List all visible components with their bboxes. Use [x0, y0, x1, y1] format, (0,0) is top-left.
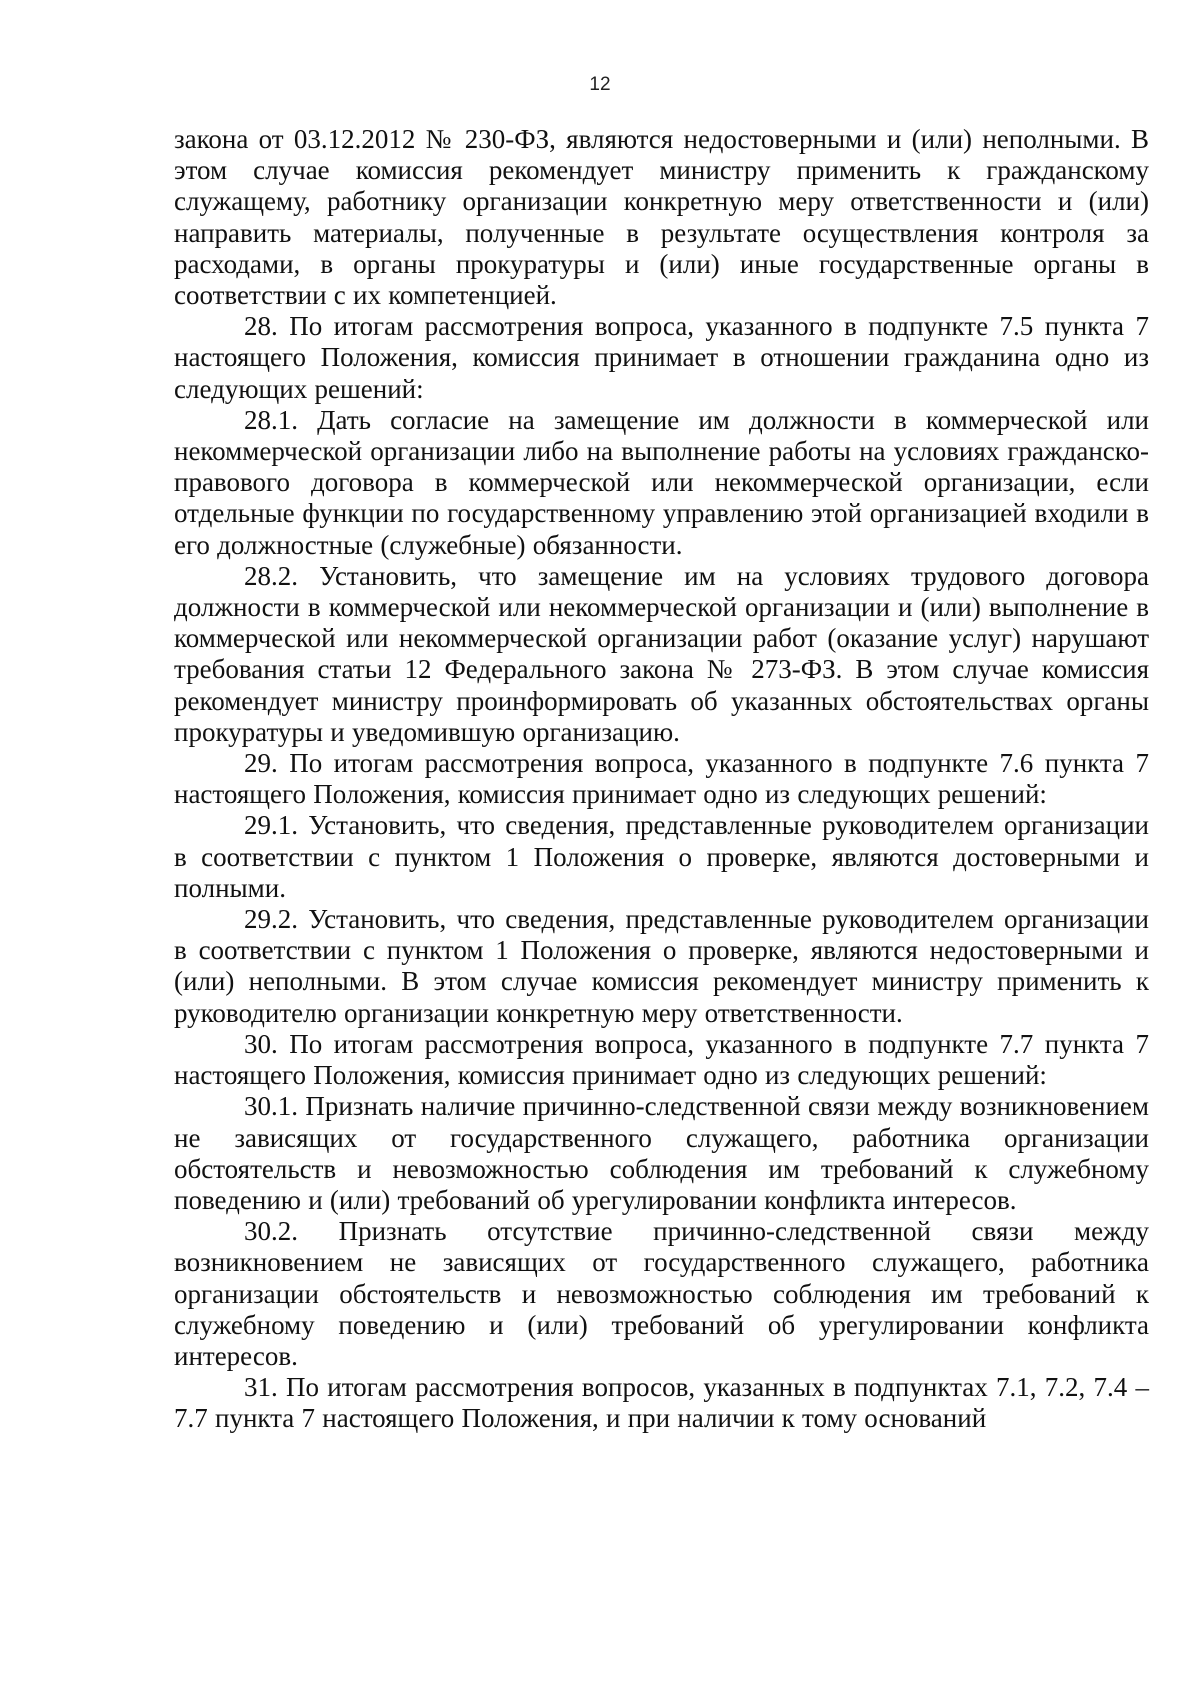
- paragraph-29-1: 29.1. Установить, что сведения, представленные руководителем организации в соответствии с пунктом 1 Положения о проверке, являются достоверными и полными.: [174, 810, 1149, 903]
- paragraph-29: 29. По итогам рассмотрения вопроса, указанного в подпункте 7.6 пункта 7 настоящего Положения, комиссия принимает одно из следующих решений:: [174, 748, 1149, 810]
- paragraph-28-2: 28.2. Установить, что замещение им на условиях трудового договора должности в коммерческой или некоммерческой организации и (или) выполнение в коммерческой или некоммерческой организации работ (оказание услуг) нарушают требования статьи 12 Федерального закона № 273-ФЗ. В этом случае комиссия рекомендует министру проинформировать об указанных обстоятельствах органы прокуратуры и уведомившую организацию.: [174, 560, 1149, 747]
- paragraph-30-1: 30.1. Признать наличие причинно-следственной связи между возникновением не зависящих от государственного служащего, работника организации обстоятельств и невозможностью соблюдения им требований к служебному поведению и (или) требований об урегулировании конфликта интересов.: [174, 1091, 1149, 1215]
- paragraph-continuation: закона от 03.12.2012 № 230-ФЗ, являются недостоверными и (или) неполными. В этом случае комиссия рекомендует министру применить к гражданскому служащему, работнику организации конкретную меру ответственности и (или) направить материалы, полученные в результате осуществления контроля за расходами, в органы прокуратуры и (или) иные государственные органы в соответствии с их компетенцией.: [174, 124, 1149, 311]
- paragraph-28-1: 28.1. Дать согласие на замещение им должности в коммерческой или некоммерческой организации либо на выполнение работы на условиях гражданско-правового договора в коммерческой или некоммерческой организации, если отдельные функции по государственному управлению этой организацией входили в его должностные (служебные) обязанности.: [174, 404, 1149, 560]
- document-body: [174, 124, 1149, 1435]
- paragraph-28: 28. По итогам рассмотрения вопроса, указанного в подпункте 7.5 пункта 7 настоящего Положения, комиссия принимает в отношении гражданина одно из следующих решений:: [174, 311, 1149, 404]
- paragraph-30: 30. По итогам рассмотрения вопроса, указанного в подпункте 7.7 пункта 7 настоящего Положения, комиссия принимает одно из следующих решений:: [174, 1028, 1149, 1091]
- page-number: 12: [589, 74, 611, 95]
- paragraph-31: 31. По итогам рассмотрения вопросов, указанных в подпунктах 7.1, 7.2, 7.4 – 7.7 пункта 7 настоящего Положения, и при наличии к тому оснований: [174, 1372, 1149, 1434]
- paragraph-30-2: 30.2. Признать отсутствие причинно-следственной связи между возникновением не зависящих от государственного служащего, работника организации обстоятельств и невозможностью соблюдения им требований к служебному поведению и (или) требований об урегулировании конфликта интересов.: [174, 1216, 1149, 1371]
- paragraph-29-2: 29.2. Установить, что сведения, представленные руководителем организации в соответствии с пунктом 1 Положения о проверке, являются недостоверными и (или) неполными. В этом случае комиссия рекомендует министру применить к руководителю организации конкретную меру ответственности.: [174, 904, 1149, 1028]
